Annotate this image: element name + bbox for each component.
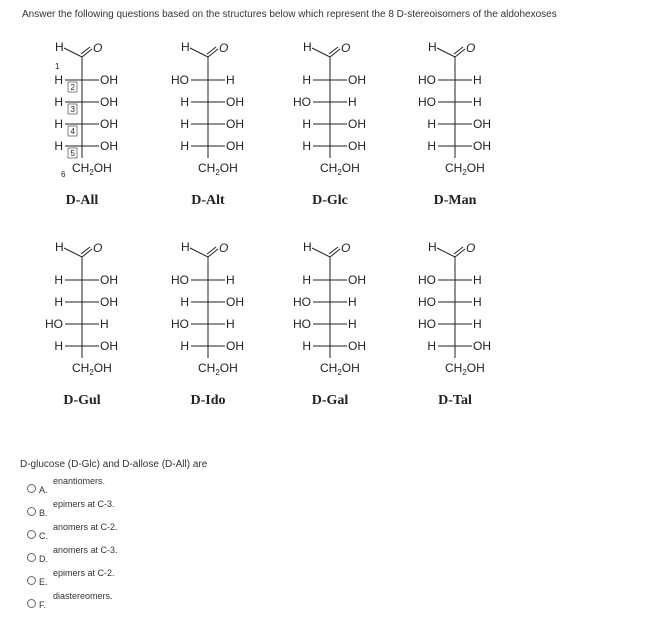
carbonyl-double-bond xyxy=(207,247,216,254)
h-right: H xyxy=(348,317,357,331)
carbonyl-bond xyxy=(208,249,218,257)
ho-left: HO xyxy=(418,273,436,287)
oh-right: OH xyxy=(473,117,491,131)
oh-right: OH xyxy=(226,295,244,309)
h-right: H xyxy=(100,317,109,331)
ch2oh-subscript: 2 xyxy=(215,168,220,177)
carbon-number-1: 1 xyxy=(55,62,60,71)
h-left: H xyxy=(427,339,436,353)
oh-right: OH xyxy=(226,339,244,353)
radio-button[interactable] xyxy=(27,553,36,562)
option-letter: B. xyxy=(39,508,48,518)
carbonyl-double-bond xyxy=(81,247,90,254)
ho-left: HO xyxy=(293,317,311,331)
aldehyde-o: O xyxy=(466,241,476,255)
ch2oh-label: $CH_2OH$ xyxy=(320,161,360,177)
h-left: H xyxy=(180,295,189,309)
ch2oh-subscript: 2 xyxy=(337,368,342,377)
ch2oh-label: $CH_2OH$ xyxy=(320,361,360,377)
oh-right: OH xyxy=(348,117,366,131)
oh-right: OH xyxy=(348,73,366,87)
aldehyde-h: H xyxy=(303,40,312,54)
h-right: H xyxy=(226,317,235,331)
aldehyde-bond xyxy=(190,248,208,257)
option-d[interactable] xyxy=(27,545,227,567)
sugar-name: D-Gal xyxy=(311,393,349,408)
h-left: H xyxy=(302,339,311,353)
carbonyl-bond xyxy=(82,49,92,57)
oh-right: OH xyxy=(348,273,366,287)
oh-right: OH xyxy=(100,139,118,153)
oh-right: OH xyxy=(348,139,366,153)
ch2oh-tail: OH xyxy=(466,361,485,375)
carbonyl-double-bond xyxy=(207,47,216,54)
oh-right: OH xyxy=(226,95,244,109)
aldehyde-bond xyxy=(437,48,455,57)
ho-left: HO xyxy=(45,317,63,331)
ho-left: HO xyxy=(171,317,189,331)
h-left: H xyxy=(54,339,63,353)
ch2oh-label: $CH_2OH$ xyxy=(198,161,238,177)
sugar-name: D-Gul xyxy=(63,393,101,408)
aldehyde-o: O xyxy=(219,41,229,55)
carbonyl-bond xyxy=(455,249,465,257)
carbonyl-double-bond xyxy=(454,47,463,54)
h-left: H xyxy=(302,273,311,287)
option-c[interactable] xyxy=(27,522,227,544)
ch2oh-tail: OH xyxy=(219,361,238,375)
carbon-number-6: 6 xyxy=(61,170,66,179)
option-letter: E. xyxy=(39,577,48,587)
ch2oh-subscript: 2 xyxy=(89,368,94,377)
option-text: diastereomers. xyxy=(53,591,113,601)
ho-left: HO xyxy=(418,73,436,87)
aldehyde-bond xyxy=(312,48,330,57)
aldehyde-o: O xyxy=(93,41,103,55)
carbonyl-double-bond xyxy=(81,47,90,54)
instruction-text: Answer the following questions based on the structures below which represent the 8 D-stereoisomers of the aldohexoses xyxy=(22,9,557,20)
oh-right: OH xyxy=(226,117,244,131)
oh-right: OH xyxy=(100,73,118,87)
aldehyde-bond xyxy=(64,248,82,257)
option-letter: A. xyxy=(39,485,48,495)
ch2oh-label: $CH_2OH$ xyxy=(198,361,238,377)
h-left: H xyxy=(427,139,436,153)
oh-right: OH xyxy=(100,339,118,353)
aldehyde-bond xyxy=(312,248,330,257)
h-left: H xyxy=(180,339,189,353)
ho-left: HO xyxy=(171,273,189,287)
carbon-number-4: 4 xyxy=(70,127,75,136)
h-left: H xyxy=(180,117,189,131)
option-letter: D. xyxy=(39,554,48,564)
aldehyde-o: O xyxy=(466,41,476,55)
carbonyl-bond xyxy=(208,49,218,57)
aldehyde-o: O xyxy=(341,241,351,255)
fischer-d-gul xyxy=(45,240,118,408)
option-e[interactable] xyxy=(27,568,227,590)
oh-right: OH xyxy=(473,139,491,153)
ch2oh-label: $CH_2OH$ xyxy=(72,161,112,177)
radio-button[interactable] xyxy=(27,507,36,516)
oh-right: OH xyxy=(348,339,366,353)
aldehyde-bond xyxy=(190,48,208,57)
oh-right: OH xyxy=(100,295,118,309)
carbon-number-3: 3 xyxy=(70,105,75,114)
oh-right: OH xyxy=(226,139,244,153)
option-f[interactable] xyxy=(27,591,227,613)
aldehyde-h: H xyxy=(55,240,64,254)
oh-right: OH xyxy=(100,273,118,287)
aldehyde-h: H xyxy=(181,240,190,254)
oh-right: OH xyxy=(473,339,491,353)
ch2oh-tail: OH xyxy=(341,361,360,375)
h-right: H xyxy=(473,317,482,331)
fischer-d-ido xyxy=(171,240,244,408)
h-left: H xyxy=(54,139,63,153)
ch2oh-tail: OH xyxy=(93,361,112,375)
option-letter: F. xyxy=(39,600,47,610)
ch2oh-label: $CH_2OH$ xyxy=(72,361,112,377)
aldehyde-h: H xyxy=(428,240,437,254)
h-left: H xyxy=(54,95,63,109)
fischer-d-alt xyxy=(171,40,244,208)
carbon-number-5: 5 xyxy=(70,149,75,158)
sugar-name: D-Ido xyxy=(190,393,226,408)
sugar-name: D-All xyxy=(65,193,99,208)
aldehyde-o: O xyxy=(93,241,103,255)
ch2oh-subscript: 2 xyxy=(462,368,467,377)
fischer-d-man xyxy=(418,40,491,208)
aldehyde-h: H xyxy=(303,240,312,254)
h-left: H xyxy=(302,139,311,153)
aldehyde-bond xyxy=(64,48,82,57)
carbonyl-bond xyxy=(330,49,340,57)
ch2oh-subscript: 2 xyxy=(462,168,467,177)
question-text: D-glucose (D-Glc) and D-allose (D-All) are xyxy=(20,459,208,470)
h-left: H xyxy=(54,295,63,309)
fischer-d-gal xyxy=(293,240,366,408)
fischer-d-glc xyxy=(293,40,366,208)
aldehyde-h: H xyxy=(428,40,437,54)
h-left: H xyxy=(54,117,63,131)
option-letter: C. xyxy=(39,531,48,541)
ho-left: HO xyxy=(418,317,436,331)
h-right: H xyxy=(226,273,235,287)
oh-right: OH xyxy=(100,117,118,131)
carbonyl-bond xyxy=(455,49,465,57)
h-right: H xyxy=(473,73,482,87)
h-right: H xyxy=(473,273,482,287)
ch2oh-tail: OH xyxy=(219,161,238,175)
sugar-name: D-Man xyxy=(433,193,477,208)
ch2oh-tail: OH xyxy=(93,161,112,175)
aldehyde-o: O xyxy=(341,41,351,55)
radio-button[interactable] xyxy=(27,530,36,539)
option-text: anomers at C-3. xyxy=(53,545,118,555)
radio-button[interactable] xyxy=(27,484,36,493)
carbonyl-double-bond xyxy=(329,47,338,54)
ch2oh-tail: OH xyxy=(341,161,360,175)
ch2oh-label: $CH_2OH$ xyxy=(445,361,485,377)
option-text: anomers at C-2. xyxy=(53,522,118,532)
aldehyde-h: H xyxy=(181,40,190,54)
carbon-number-2: 2 xyxy=(70,83,75,92)
sugar-name: D-Tal xyxy=(438,393,472,408)
ho-left: HO xyxy=(418,295,436,309)
ch2oh-subscript: 2 xyxy=(215,368,220,377)
h-left: H xyxy=(180,139,189,153)
ho-left: HO xyxy=(171,73,189,87)
sugar-name: D-Alt xyxy=(191,193,225,208)
carbonyl-bond xyxy=(330,249,340,257)
option-b[interactable] xyxy=(27,499,227,521)
oh-right: OH xyxy=(100,95,118,109)
aldehyde-bond xyxy=(437,248,455,257)
radio-button[interactable] xyxy=(27,599,36,608)
ch2oh-label: $CH_2OH$ xyxy=(445,161,485,177)
h-right: H xyxy=(348,295,357,309)
radio-button[interactable] xyxy=(27,576,36,585)
aldehyde-o: O xyxy=(219,241,229,255)
option-text: epimers at C-3. xyxy=(53,499,115,509)
option-a[interactable] xyxy=(27,476,227,498)
h-left: H xyxy=(302,73,311,87)
h-left: H xyxy=(302,117,311,131)
h-left: H xyxy=(180,95,189,109)
fischer-d-tal xyxy=(418,240,491,408)
carbonyl-double-bond xyxy=(329,247,338,254)
h-left: H xyxy=(427,117,436,131)
ho-left: HO xyxy=(293,95,311,109)
ch2oh-tail: OH xyxy=(466,161,485,175)
ch2oh-subscript: 2 xyxy=(337,168,342,177)
carbonyl-bond xyxy=(82,249,92,257)
h-right: H xyxy=(226,73,235,87)
option-text: enantiomers. xyxy=(53,476,106,486)
aldehyde-h: H xyxy=(55,40,64,54)
fischer-d-all xyxy=(54,40,118,208)
ho-left: HO xyxy=(293,295,311,309)
h-right: H xyxy=(473,95,482,109)
h-left: H xyxy=(54,73,63,87)
h-right: H xyxy=(348,95,357,109)
carbonyl-double-bond xyxy=(454,247,463,254)
h-right: H xyxy=(473,295,482,309)
ch2oh-subscript: 2 xyxy=(89,168,94,177)
option-text: epimers at C-2. xyxy=(53,568,115,578)
h-left: H xyxy=(54,273,63,287)
sugar-name: D-Glc xyxy=(312,193,348,208)
ho-left: HO xyxy=(418,95,436,109)
